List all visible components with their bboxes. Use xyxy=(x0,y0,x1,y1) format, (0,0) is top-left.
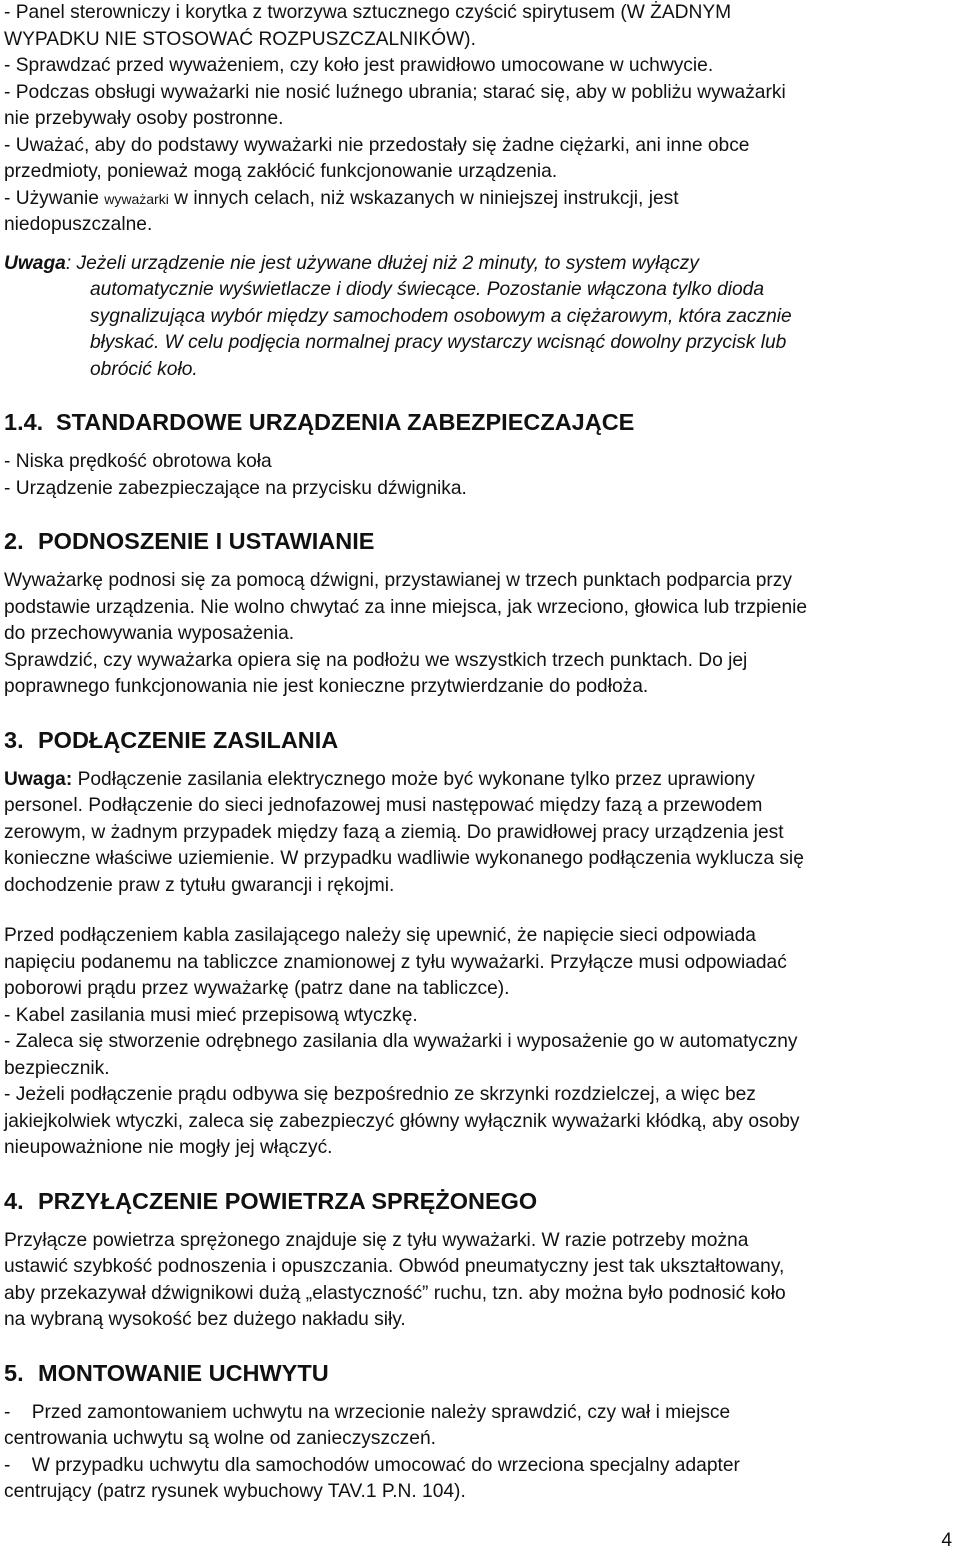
intro-line: WYPADKU NIE STOSOWAĆ ROZPUSZCZALNIKÓW). xyxy=(4,28,476,50)
note-line xyxy=(4,251,954,278)
paragraph-line: Sprawdzić, czy wyważarka opiera się na podłożu we wszystkich trzech punktach. Do jej xyxy=(4,649,748,671)
document-page xyxy=(4,0,954,1506)
paragraph-line: personel. Podłączenie do sieci jednofazowej musi następować między fazą a przewodem xyxy=(4,795,763,816)
intro-line: przedmioty, ponieważ mogą zakłócić funkcjonowanie urządzenia. xyxy=(4,161,558,182)
paragraph-line: poprawnego funkcjonowania nie jest konieczne przytwierdzanie do podłoża. xyxy=(4,676,649,697)
paragraph-line: centrowania uchwytu są wolne od zanieczyszczeń. xyxy=(4,1428,436,1449)
paragraph-line: podstawie urządzenia. Nie wolno chwytać za inne miejsca, jak wrzeciono, głowica lub trzpienie xyxy=(4,596,808,618)
paragraph-line: Przed podłączeniem kabla zasilającego należy się upewnić, że napięcie sieci odpowiada xyxy=(4,925,756,946)
paragraph-line: - W przypadku uchwytu dla samochodów umocować do wrzeciona specjalny adapter xyxy=(4,1454,740,1476)
section-title: PODNOSZENIE I USTAWIANIE xyxy=(38,528,375,554)
paragraph-line: - Zaleca się stworzenie odrębnego zasilania dla wyważarki i wyposażenie go w automatyczny xyxy=(4,1031,798,1052)
section-heading-3 xyxy=(4,725,954,755)
paragraph-line: na wybraną wysokość bez dużego nakładu siły. xyxy=(4,1309,406,1330)
note-label: Uwaga: xyxy=(4,768,73,790)
paragraph-line: konieczne właściwe uziemienie. W przypadku wadliwie wykonanego podłączenia wyklucza się xyxy=(4,848,804,869)
intro-small-text: wyważarki xyxy=(104,190,169,207)
section-number: 1.4. xyxy=(4,409,44,435)
intro-line: nie przebywały osoby postronne. xyxy=(4,108,284,129)
paragraph-line: jakiejkolwiek wtyczki, zaleca się zabezpieczyć główny wyłącznik wyważarki kłódką, aby osoby xyxy=(4,1110,800,1132)
section-number: 3. xyxy=(4,726,24,753)
list-item: - Urządzenie zabezpieczające na przycisku dźwignika. xyxy=(4,477,467,499)
paragraph-line: nieupoważnione nie mogły jej włączyć. xyxy=(4,1137,333,1158)
paragraph-line: bezpiecznik. xyxy=(4,1057,110,1079)
intro-line: - Sprawdzać przed wyważeniem, czy koło jest prawidłowo umocowane w uchwycie. xyxy=(4,55,714,76)
note-block xyxy=(4,251,954,384)
intro-text: w innych celach, niż wskazanych w niniejszej instrukcji, jest xyxy=(174,187,679,209)
note-line: automatycznie wyświetlacze i diody świecące. Pozostanie włączona tylko dioda xyxy=(90,279,765,300)
section-heading-1-4 xyxy=(4,407,954,437)
page-number: 4 xyxy=(941,1530,952,1551)
intro-line xyxy=(4,186,954,213)
paragraph-line: napięciu podanemu na tabliczce znamionowej z tyłu wyważarki. Przyłącze musi odpowiadać xyxy=(4,951,787,973)
paragraph-line: zerowym, w żadnym przypadek między fazą a ziemią. Do prawidłowej pracy urządzenia jest xyxy=(4,821,784,843)
section-heading-5 xyxy=(4,1358,954,1388)
note-line: obrócić koło. xyxy=(90,358,198,380)
paragraph-line: dochodzenie praw z tytułu gwarancji i rękojmi. xyxy=(4,874,395,896)
note-text: : Jeżeli urządzenie nie jest używane dłużej niż 2 minuty, to system wyłączy xyxy=(65,252,699,274)
paragraph-line: do przechowywania wyposażenia. xyxy=(4,623,295,644)
intro-line: niedopuszczalne. xyxy=(4,214,153,235)
paragraph-line: aby przekazywał dźwignikowi dużą „elastyczność” ruchu, tzn. aby można było podnosić koło xyxy=(4,1282,786,1304)
note-label: Uwaga xyxy=(4,252,66,274)
section-number: 2. xyxy=(4,528,24,554)
section-number: 4. xyxy=(4,1187,24,1214)
paragraph-text: Podłączenie zasilania elektrycznego może być wykonane tylko przez uprawiony xyxy=(72,768,755,790)
paragraph-line: Przyłącze powietrza sprężonego znajduje się z tyłu wyważarki. W razie potrzeby można xyxy=(4,1229,749,1251)
paragraph-line xyxy=(4,767,954,794)
section-title: MONTOWANIE UCHWYTU xyxy=(38,1359,329,1386)
note-line: sygnalizująca wybór między samochodem osobowym a ciężarowym, która zacznie xyxy=(90,305,792,327)
intro-line: - Panel sterowniczy i korytka z tworzywa sztucznego czyścić spirytusem (W ŻADNYM xyxy=(4,2,732,23)
paragraph-line: - Kabel zasilania musi mieć przepisową wtyczkę. xyxy=(4,1004,418,1026)
intro-text: - Używanie xyxy=(4,187,99,209)
section-heading-2 xyxy=(4,526,954,556)
note-line: błyskać. W celu podjęcia normalnej pracy wystarczy wcisnąć dowolny przycisk lub xyxy=(90,332,787,353)
paragraph-line: Wyważarkę podnosi się za pomocą dźwigni, przystawianej w trzech punktach podparcia przy xyxy=(4,570,792,591)
list-item: - Niska prędkość obrotowa koła xyxy=(4,451,272,472)
section-title: STANDARDOWE URZĄDZENIA ZABEZPIECZAJĄCE xyxy=(56,409,635,435)
paragraph-line: poborowi prądu przez wyważarkę (patrz dane na tabliczce). xyxy=(4,978,510,999)
paragraph-line: - Jeżeli podłączenie prądu odbywa się bezpośrednio ze skrzynki rozdzielczej, a więc bez xyxy=(4,1084,756,1105)
intro-line: - Uważać, aby do podstawy wyważarki nie przedostały się żadne ciężarki, ani inne obce xyxy=(4,134,750,156)
section-heading-4 xyxy=(4,1186,954,1216)
paragraph-line: ustawić szybkość podnoszenia i opuszczania. Obwód pneumatyczny jest tak ukształtowany, xyxy=(4,1256,785,1277)
section-title: PODŁĄCZENIE ZASILANIA xyxy=(38,726,339,753)
section-number: 5. xyxy=(4,1359,24,1386)
paragraph-line: - Przed zamontowaniem uchwytu na wrzecionie należy sprawdzić, czy wał i miejsce xyxy=(4,1401,731,1423)
section-title: PRZYŁĄCZENIE POWIETRZA SPRĘŻONEGO xyxy=(38,1187,538,1214)
intro-line: - Podczas obsługi wyważarki nie nosić luźnego ubrania; starać się, aby w pobliżu wyważarki xyxy=(4,81,786,103)
paragraph-line: centrujący (patrz rysunek wybuchowy TAV.1 P.N. 104). xyxy=(4,1481,466,1502)
intro-list xyxy=(4,0,954,239)
